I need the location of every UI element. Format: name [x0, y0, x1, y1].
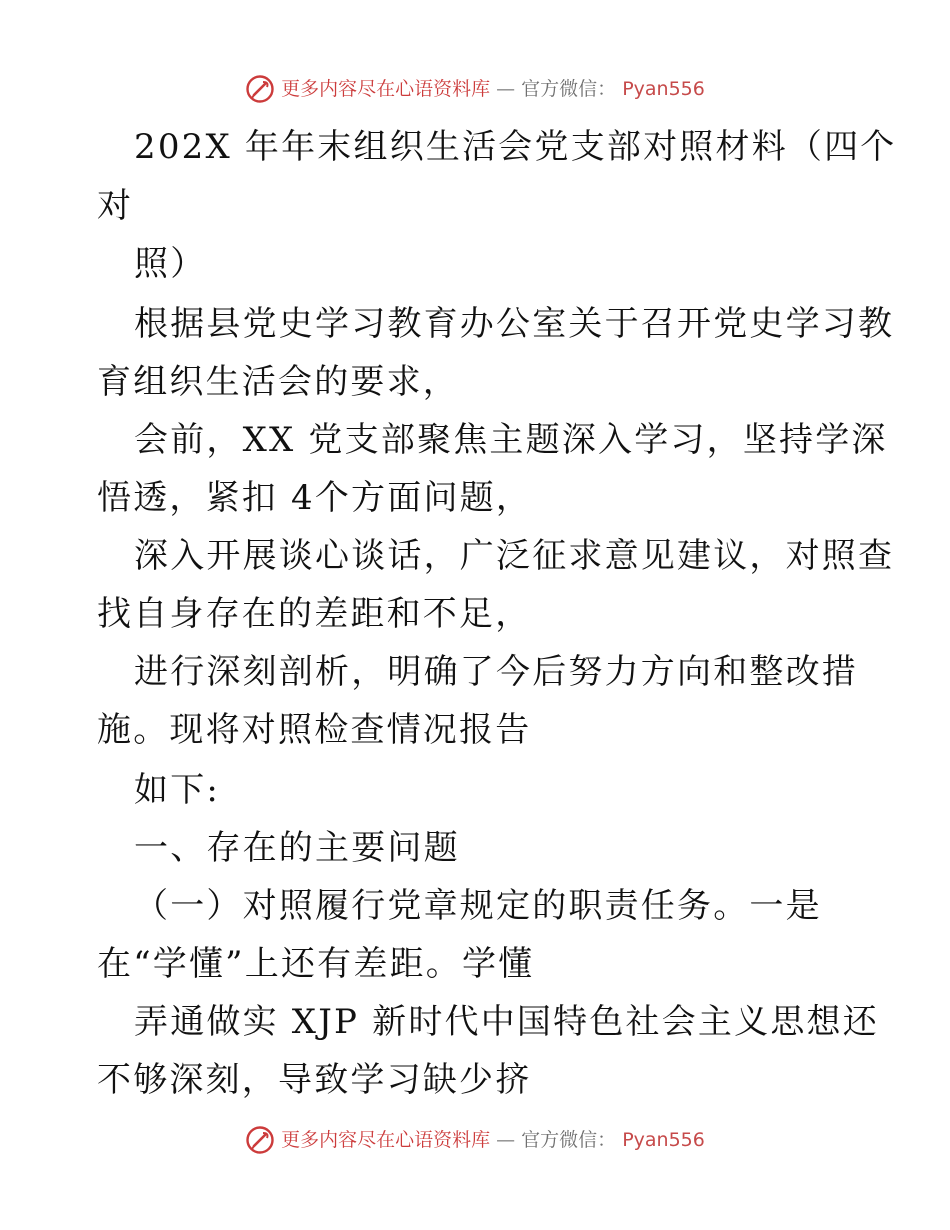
paragraph-line: 不够深刻，导致学习缺少挤	[97, 1060, 532, 1100]
paragraph-line: 深入开展谈心谈话，广泛征求意见建议，对照查	[134, 536, 895, 576]
watermark-wechat-label: 官方微信：	[521, 1129, 617, 1151]
footer-watermark	[0, 1125, 950, 1155]
paragraph-line: 育组织生活会的要求，	[97, 362, 459, 402]
watermark-separator: —	[496, 78, 516, 100]
paragraph-line: 根据县党史学习教育办公室关于召开党史学习教	[134, 304, 895, 344]
document-title-line-1: 202X 年年末组织生活会党支部对照材料（四个	[134, 127, 897, 167]
watermark-wechat-label: 官方微信：	[521, 78, 617, 100]
document-title-line-2: 对	[97, 186, 134, 226]
paragraph-line: 会前，XX 党支部聚焦主题深入学习，坚持学深	[134, 420, 888, 460]
quill-pen-logo-icon	[245, 1125, 275, 1155]
paragraph-line: 找自身存在的差距和不足，	[97, 594, 532, 634]
watermark-wechat-id: Pyan556	[622, 1129, 705, 1151]
section-heading: 一、存在的主要问题	[134, 828, 460, 868]
paragraph-line: 悟透，紧扣 4个方面问题，	[97, 478, 533, 518]
subsection-line: （一）对照履行党章规定的职责任务。一是	[134, 886, 822, 926]
paragraph-line: 进行深刻剖析，明确了今后努力方向和整改措	[134, 652, 858, 692]
watermark-slogan: 更多内容尽在心语资料库	[281, 1129, 491, 1151]
watermark-wechat-id: Pyan556	[622, 78, 705, 100]
paragraph-line: 弄通做实 XJP 新时代中国特色社会主义思想还	[134, 1002, 879, 1042]
paragraph-line: 在“学懂”上还有差距。学懂	[97, 944, 535, 984]
watermark-separator: —	[496, 1129, 516, 1151]
paragraph-line: 施。现将对照检查情况报告	[97, 710, 532, 750]
watermark-slogan: 更多内容尽在心语资料库	[281, 78, 491, 100]
document-title-line-3: 照）	[134, 244, 207, 284]
paragraph-line: 如下:	[134, 770, 221, 810]
